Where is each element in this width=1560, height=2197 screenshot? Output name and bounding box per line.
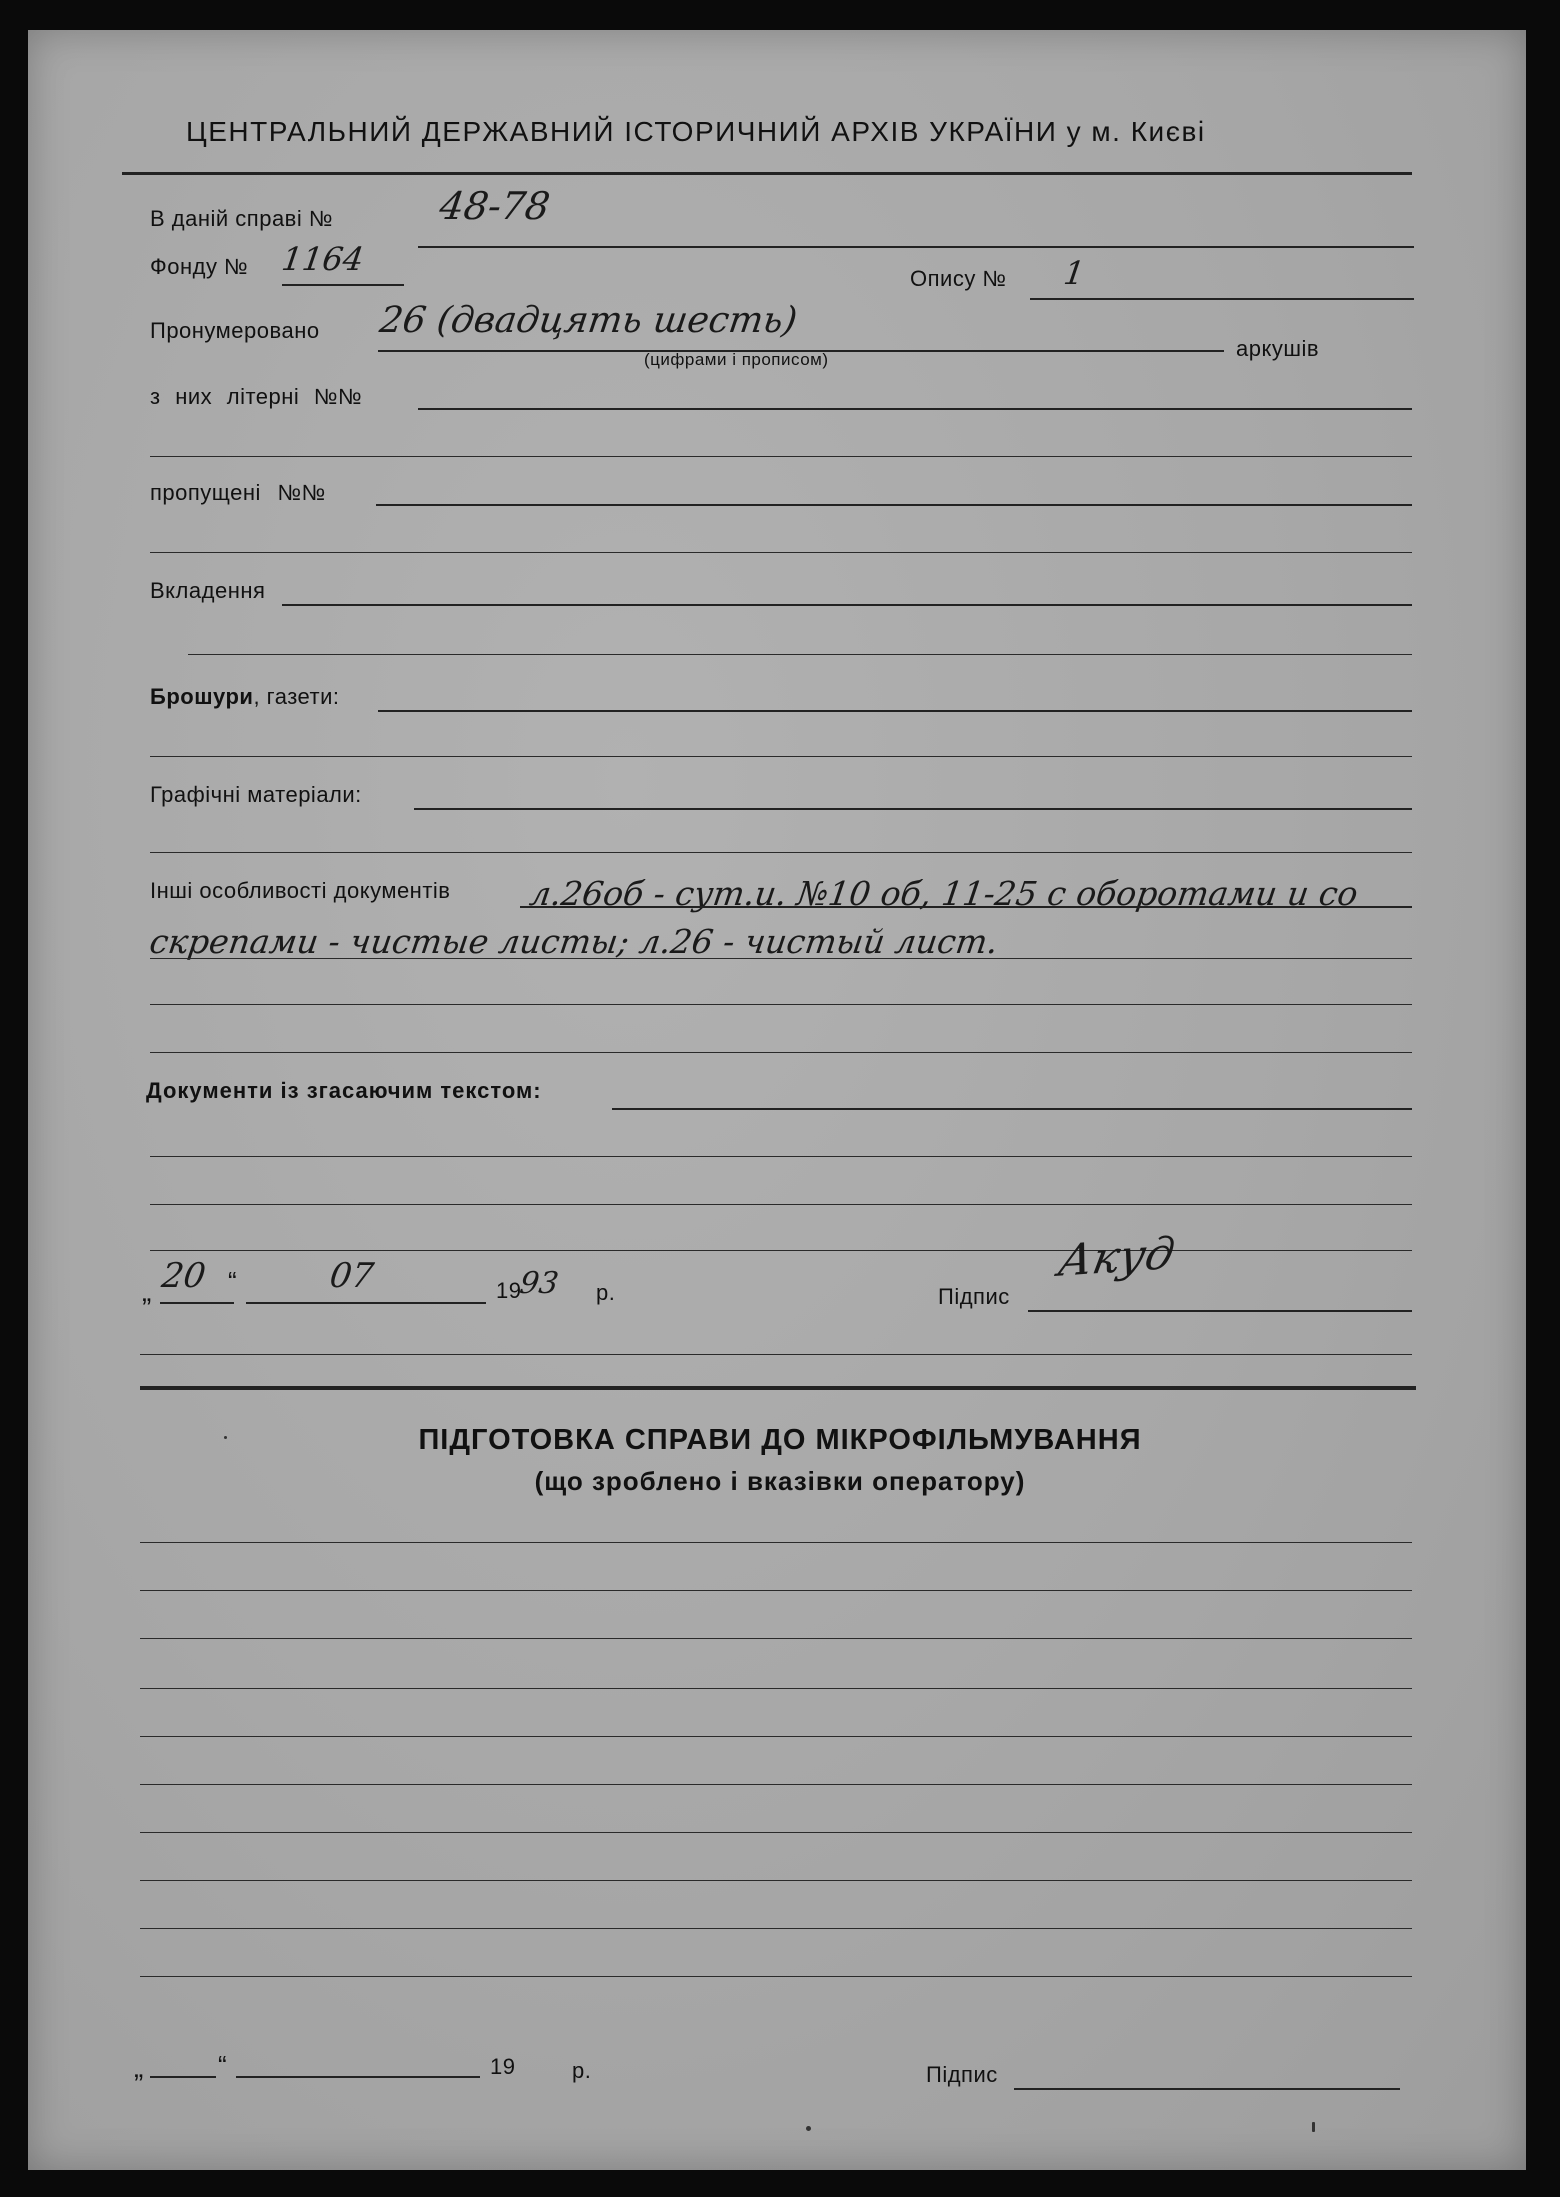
sheets-label: аркушів [1236,336,1320,361]
brochures-label-bold: Брошури [150,684,254,709]
opys-line [1030,298,1414,300]
microfilm-line [140,1880,1412,1881]
microfilm-line [140,1542,1412,1543]
skipped-line-1 [376,504,1412,506]
opys-label: Опису № [910,266,1007,291]
other-line-4 [150,1052,1412,1053]
date-quote-close: “ [228,1266,238,1296]
microfilm-line [140,1736,1412,1737]
literal-line-1 [418,408,1412,410]
microfilm-line [140,1928,1412,1929]
other-value-line2: скрепами - чистые листы; л.26 - чистый лист. [147,922,1001,961]
faded-line-3 [150,1204,1412,1205]
dust-speck [224,1436,227,1439]
archive-title: ЦЕНТРАЛЬНИЙ ДЕРЖАВНИЙ ІСТОРИЧНИЙ АРХІВ УКРАЇНИ у м. Києві [186,116,1206,147]
case-number-value: 48-78 [436,184,553,228]
microfilm-signature-label: Підпис [926,2062,998,2087]
case-number-label: В даній справі № [150,206,333,231]
microfilm-line [140,1590,1412,1591]
section-divider [140,1386,1416,1390]
dust-speck [806,2126,811,2131]
microfilm-line [140,1688,1412,1689]
brochures-label [150,684,340,710]
inserts-line-1 [282,604,1412,606]
microfilm-date-year-prefix: 19 [490,2054,516,2079]
date-month: 07 [327,1256,377,1296]
faded-line-4 [150,1250,1412,1251]
opys-value: 1 [1061,254,1088,292]
inserts-label: Вкладення [150,578,266,603]
date-suffix: р. [596,1280,616,1305]
faded-line-1 [612,1108,1412,1110]
faded-label: Документи із згасаючим текстом: [146,1078,542,1103]
faded-line-2 [150,1156,1412,1157]
other-line-3 [150,1004,1412,1005]
graphic-line-2 [150,852,1412,853]
brochures-line-2 [150,756,1412,757]
fond-value: 1164 [279,240,367,278]
case-number-line [418,246,1414,248]
microfilm-subtitle: (що зроблено і вказівки оператору) [534,1466,1026,1496]
date-day: 20 [159,1256,209,1296]
signature-value: Акуд [1054,1228,1179,1287]
microfilm-date-month-line [236,2076,480,2078]
microfilm-line [140,1638,1412,1639]
skipped-label: пропущені №№ [150,480,326,505]
microfilm-line [140,1784,1412,1785]
numbered-value: 26 (двадцять шесть) [377,300,800,341]
date-line-2 [140,1354,1412,1355]
microfilm-line [140,1832,1412,1833]
microfilm-line [140,1976,1412,1977]
signature-line [1028,1310,1412,1312]
inserts-line-2 [188,654,1412,655]
literal-label: з них літерні №№ [150,384,363,409]
numbered-hint: (цифрами і прописом) [644,350,829,369]
microfilm-date-quote-open: „ [134,2052,144,2083]
graphic-label: Графічні матеріали: [150,782,362,807]
fond-line [282,284,404,286]
skipped-line-2 [150,552,1412,553]
graphic-line-1 [414,808,1412,810]
date-quote-open: „ [142,1276,152,1307]
microfilm-signature-line [1014,2088,1400,2090]
date-year-value: 93 [517,1266,561,1301]
brochures-label-rest: , газети: [253,684,340,709]
numbered-label: Пронумеровано [150,318,320,343]
date-year-prefix: 19 [496,1278,522,1303]
other-value-line1: л.26об - сут.и. №10 об, 11-25 с оборотами и со [527,874,1361,913]
other-line-1 [520,906,1412,908]
brochures-line-1 [378,710,1412,712]
other-label: Інші особливості документів [150,878,451,903]
fond-label: Фонду № [150,254,249,279]
microfilm-date-suffix: р. [572,2058,592,2083]
microfilm-date-day-line [150,2076,216,2078]
microfilm-date-quote-close: “ [218,2050,228,2080]
microfilm-title: ПІДГОТОВКА СПРАВИ ДО МІКРОФІЛЬМУВАННЯ [418,1424,1142,1456]
date-day-line [160,1302,234,1304]
header-rule [122,172,1412,175]
date-month-line [246,1302,486,1304]
other-line-2 [150,958,1412,959]
literal-line-2 [150,456,1412,457]
signature-label: Підпис [938,1284,1010,1309]
dust-speck [1312,2122,1315,2132]
